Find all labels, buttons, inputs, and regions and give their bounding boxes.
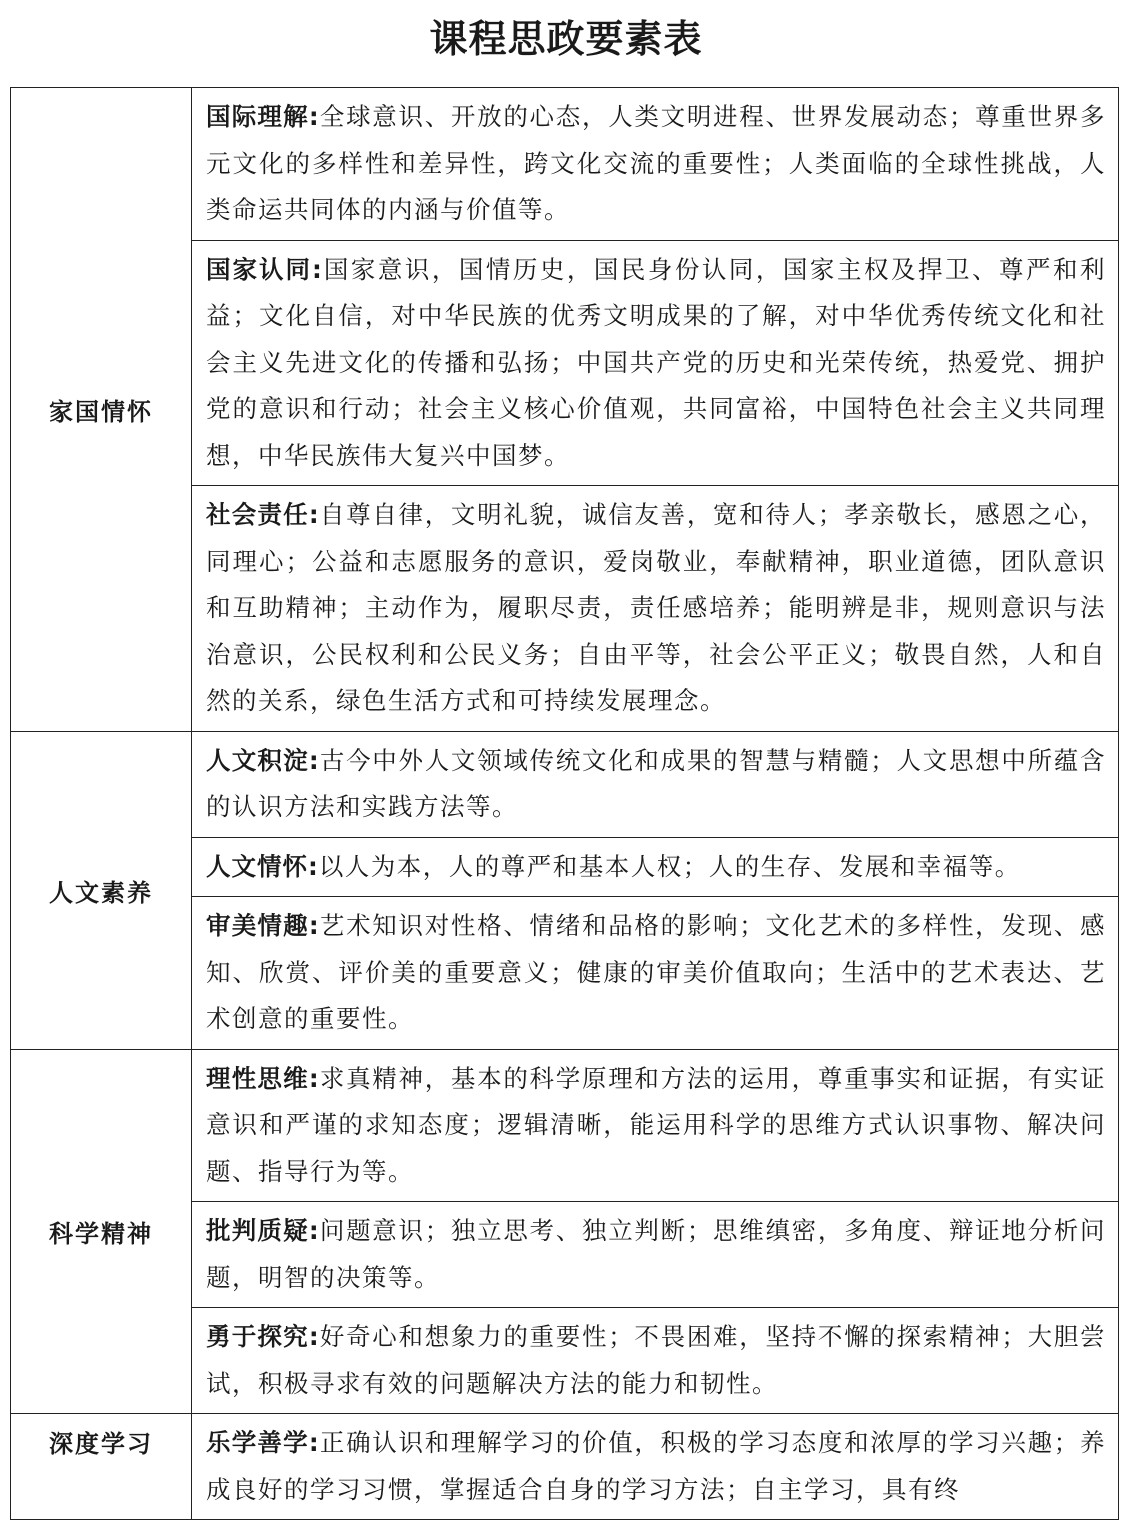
element-cell-courage-to-explore bbox=[192, 1308, 1119, 1414]
element-term: 勇于探究: bbox=[206, 1322, 320, 1351]
category-cell-deep-learning: 深度学习 bbox=[11, 1414, 192, 1520]
element-text: 全球意识、开放的心态，人类文明进程、世界发展动态；尊重世界多元文化的多样性和差异性，跨文化交流的重要性；人类面临的全球性挑战，人类命运共同体的内涵与价值等。 bbox=[206, 102, 1106, 224]
table-row bbox=[11, 88, 1119, 241]
element-text: 国家意识，国情历史，国民身份认同，国家主权及捍卫、尊严和利益；文化自信，对中华民族的优秀文明成果的了解，对中华优秀传统文化和社会主义先进文化的传播和弘扬；中国共产党的历史和光荣传统，热爱党、拥护党的意识和行动；社会主义核心价值观，共同富裕，中国特色社会主义共同理想，中华民族伟大复兴中国梦。 bbox=[206, 254, 1106, 470]
element-term: 人文积淀: bbox=[206, 745, 320, 775]
element-cell-humanistic-heritage bbox=[192, 731, 1119, 837]
element-text: 古今中外人文领域传统文化和成果的智慧与精髓；人文思想中所蕴含的认识方法和实践方法等。 bbox=[206, 745, 1106, 821]
element-text: 求真精神，基本的科学原理和方法的运用，尊重事实和证据，有实证意识和严谨的求知态度；逻辑清晰，能运用科学的思维方式认识事物、解决问题、指导行为等。 bbox=[206, 1063, 1106, 1186]
element-cell-national-identity bbox=[192, 240, 1119, 486]
element-term: 批判质疑: bbox=[206, 1216, 320, 1245]
category-cell-scientific-spirit: 科学精神 bbox=[11, 1049, 192, 1414]
document-title: 课程思政要素表 bbox=[429, 17, 703, 61]
element-cell-international-understanding bbox=[192, 88, 1119, 241]
element-text: 自尊自律，文明礼貌，诚信友善，宽和待人；孝亲敬长，感恩之心，同理心；公益和志愿服务的意识，爱岗敬业，奉献精神，职业道德，团队意识和互助精神；主动作为，履职尽责，责任感培养；能明辨是非，规则意识与法治意识，公民权利和公民义务；自由平等，社会公平正义；敬畏自然，人和自然的关系，绿色生活方式和可持续发展理念。 bbox=[206, 500, 1106, 715]
element-cell-rational-thinking bbox=[192, 1049, 1119, 1202]
elements-table bbox=[10, 87, 1119, 1520]
element-term: 理性思维: bbox=[206, 1063, 320, 1093]
element-text: 正确认识和理解学习的价值，积极的学习态度和浓厚的学习兴趣；养成良好的学习习惯，掌握适合自身的学习方法；自主学习，具有终 bbox=[206, 1428, 1106, 1504]
element-text: 艺术知识对性格、情绪和品格的影响；文化艺术的多样性，发现、感知、欣赏、评价美的重要意义；健康的审美价值取向；生活中的艺术表达、艺术创意的重要性。 bbox=[206, 911, 1106, 1033]
element-text: 好奇心和想象力的重要性；不畏困难，坚持不懈的探索精神；大胆尝试，积极寻求有效的问题解决方法的能力和韧性。 bbox=[206, 1322, 1106, 1398]
element-cell-enjoy-learning bbox=[192, 1414, 1119, 1520]
element-term: 社会责任: bbox=[206, 500, 320, 529]
category-cell-humanities: 人文素养 bbox=[11, 731, 192, 1049]
table-row bbox=[11, 1049, 1119, 1202]
element-term: 人文情怀: bbox=[206, 851, 319, 881]
category-cell-patriotism: 家国情怀 bbox=[11, 88, 192, 732]
element-term: 国家认同: bbox=[206, 254, 323, 284]
element-cell-aesthetic-taste bbox=[192, 897, 1119, 1050]
element-cell-critical-questioning bbox=[192, 1202, 1119, 1308]
element-cell-social-responsibility bbox=[192, 486, 1119, 732]
element-text: 问题意识；独立思考、独立判断；思维缜密，多角度、辩证地分析问题，明智的决策等。 bbox=[206, 1216, 1106, 1292]
element-term: 国际理解: bbox=[206, 102, 320, 131]
table-row bbox=[11, 731, 1119, 837]
elements-table-container bbox=[10, 87, 1118, 1504]
element-cell-humanistic-care bbox=[192, 837, 1119, 897]
element-term: 乐学善学: bbox=[206, 1428, 320, 1457]
element-text: 以人为本，人的尊严和基本人权；人的生存、发展和幸福等。 bbox=[318, 851, 1021, 881]
table-row bbox=[11, 1414, 1119, 1520]
element-term: 审美情趣: bbox=[206, 911, 320, 940]
